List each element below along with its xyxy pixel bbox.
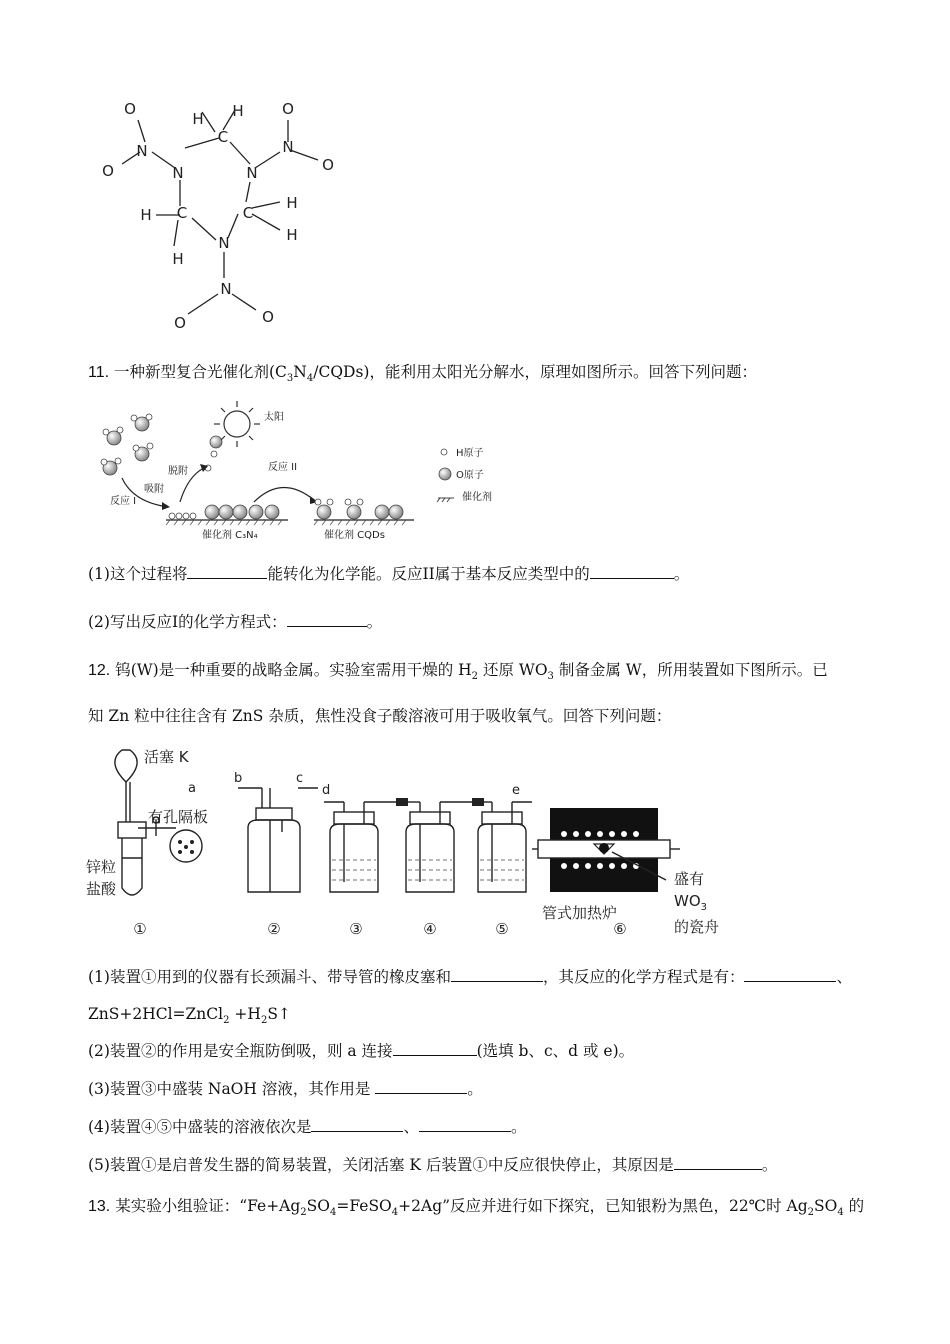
q12-stem-line2: 知 Zn 粒中往往含有 ZnS 杂质，焦性没食子酸溶液可用于吸收氧气。回答下列问题：	[88, 707, 672, 725]
q12-apparatus-figure	[86, 742, 766, 942]
atom-o: O	[124, 100, 136, 118]
atom-o: O	[174, 314, 186, 332]
q12-number: 12.	[88, 662, 111, 679]
atom-o: O	[102, 162, 114, 180]
answer-blank[interactable]	[419, 1116, 511, 1132]
atom-h: H	[172, 250, 184, 268]
acid-label: 盐酸	[86, 880, 117, 898]
device-1-label: ①	[133, 920, 147, 938]
q12-part2: (2)装置②的作用是安全瓶防倒吸，则 a 连接 (选填 b、c、d 或 e)。	[88, 1042, 635, 1060]
answer-blank[interactable]	[590, 563, 674, 579]
answer-blank[interactable]	[375, 1078, 467, 1094]
sun-label: 太阳	[264, 412, 284, 423]
answer-blank[interactable]	[187, 563, 267, 579]
atom-n: N	[136, 142, 148, 160]
port-e-label: e	[512, 783, 520, 798]
catalyst-cqds-label: 催化剂 CQDs	[324, 530, 385, 541]
device-4-label: ④	[423, 920, 437, 938]
q11-number: 11.	[88, 364, 110, 381]
q12-part4: (4)装置④⑤中盛装的溶液依次是 、 。	[88, 1118, 527, 1136]
boat-label-3: 的瓷舟	[674, 918, 720, 936]
q13-number: 13.	[88, 1198, 111, 1215]
q13-stem: 13. 某实验小组验证：“$Fe+Ag_2SO_4=FeSO_4+2Ag$”反应并进行如下探究，已知银粉为黑色，22℃时 $Ag_2SO_4$ 的	[88, 1197, 865, 1219]
atom-o: O	[282, 100, 294, 118]
port-c-label: c	[296, 771, 304, 786]
device-3-label: ③	[349, 920, 363, 938]
atom-h: H	[286, 226, 298, 244]
q12-part1-line2: ZnS+2HCl=ZnCl$_2$ $+H_2S↑$	[88, 1005, 291, 1027]
boat-label-1: 盛有	[674, 870, 705, 888]
atom-c: C	[242, 204, 254, 222]
answer-blank[interactable]	[744, 966, 836, 982]
answer-blank[interactable]	[311, 1116, 403, 1132]
legend-o-atom: O原子	[456, 470, 484, 481]
atom-n: N	[172, 164, 184, 182]
atom-c: C	[176, 204, 188, 222]
answer-blank[interactable]	[393, 1040, 477, 1056]
valve-k-label: 活塞 K	[144, 748, 189, 766]
furnace-label: 管式加热炉	[542, 904, 618, 922]
answer-blank[interactable]	[674, 1154, 762, 1170]
port-b-label: b	[234, 771, 243, 786]
answer-blank[interactable]	[451, 966, 543, 982]
atom-n: N	[220, 280, 232, 298]
device-6-label: ⑥	[613, 920, 627, 938]
q11-stem: 11. 一种新型复合光催化剂$(C_3N_4/CQDs)$，能利用太阳光分解水，原理如图所示。回答下列问题：	[88, 363, 757, 385]
adsorb-label: 吸附	[144, 484, 164, 495]
device-2-label: ②	[267, 920, 281, 938]
rdx-structure	[90, 90, 350, 340]
atom-h: H	[286, 194, 298, 212]
desorb-label: 脱附	[168, 466, 188, 477]
q12-part5: (5)装置①是启普发生器的简易装置，关闭活塞 K 后装置①中反应很快停止，其原因是 。	[88, 1156, 778, 1174]
q12-stem-line1: 12. 钨(W)是一种重要的战略金属。实验室需用干燥的 $H_2$ 还原 $WO_3$ 制备金属 W，所用装置如下图所示。已	[88, 661, 828, 683]
q11-part1: (1)这个过程将 能转化为化学能。反应II属于基本反应类型中的 。	[88, 565, 690, 583]
port-d-label: d	[322, 783, 331, 798]
atom-n: N	[218, 234, 230, 252]
zinc-label: 锌粒	[86, 858, 117, 876]
atom-h: H	[192, 110, 204, 128]
atom-h: H	[232, 102, 244, 120]
legend-h-atom: H原子	[456, 448, 484, 459]
answer-blank[interactable]	[287, 611, 367, 627]
q11-photocatalysis-figure	[92, 396, 532, 546]
atom-n: N	[282, 138, 294, 156]
q12-part3: (3)装置③中盛装 NaOH 溶液，其作用是 。	[88, 1080, 483, 1098]
atom-h: H	[140, 206, 152, 224]
perforated-plate-label: 有孔隔板	[148, 808, 209, 826]
device-5-label: ⑤	[495, 920, 509, 938]
port-a-label: a	[188, 781, 196, 796]
catalyst-c3n4-label: 催化剂 C₃N₄	[202, 530, 258, 541]
atom-o: O	[262, 308, 274, 326]
boat-label-2: $WO_3$	[674, 892, 708, 913]
reaction2-label: 反应 II	[268, 462, 298, 473]
legend-catalyst: 催化剂	[462, 492, 492, 503]
q12-part1: (1)装置①用到的仪器有长颈漏斗、带导管的橡皮塞和 ，其反应的化学方程式是有： 、	[88, 968, 852, 986]
atom-o: O	[322, 156, 334, 174]
atom-c: C	[217, 128, 229, 146]
q11-part2: (2)写出反应I的化学方程式： 。	[88, 613, 383, 631]
reaction1-label: 反应 I	[110, 496, 137, 507]
atom-n: N	[246, 164, 258, 182]
